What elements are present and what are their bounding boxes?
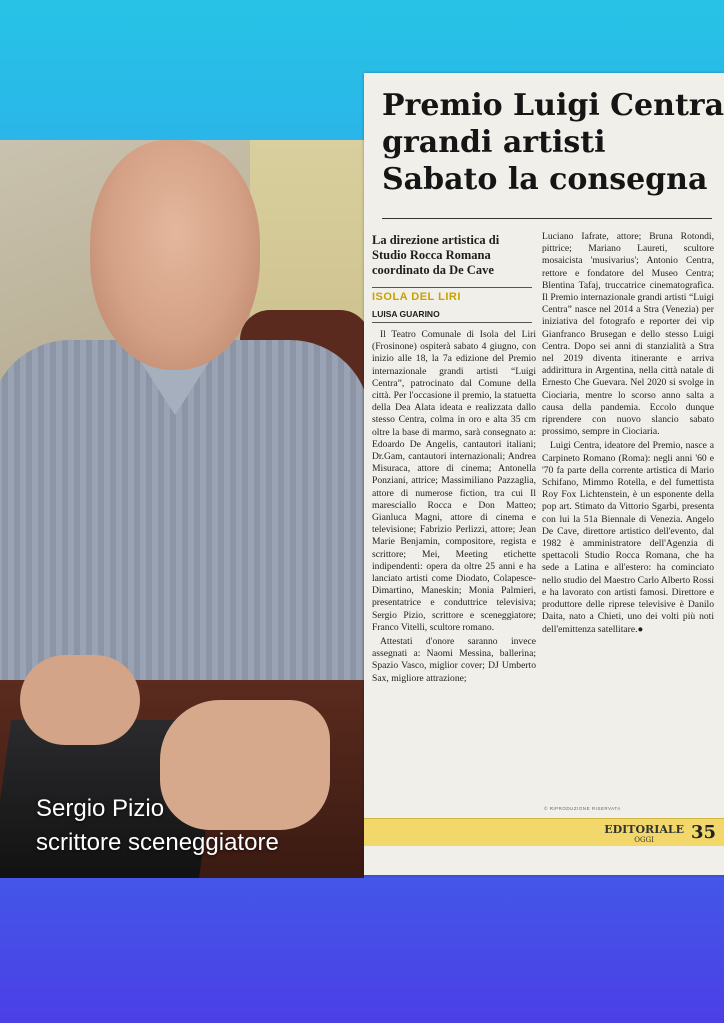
head <box>90 140 260 370</box>
left-hand <box>20 655 140 745</box>
article-headline <box>382 87 724 198</box>
brand-name: EDITORIALE <box>604 823 684 836</box>
brand-sub: OGGI <box>634 836 654 844</box>
article-author: LUISA GUARINO <box>372 309 532 323</box>
section-tag: ISOLA DEL LIRI <box>372 287 532 303</box>
paragraph: Attestati d'onore saranno invece assegnati a: Naomi Messina, ballerina; Spazio Vasco, miglior cover; DJ Umberto Sax, migliore attrazione; <box>372 636 536 684</box>
paragraph: Il Teatro Comunale di Isola del Liri (Frosinone) ospiterà sabato 4 giugno, con inizio alle 18, la 7a edizione del Premio internazionale grandi artisti “Luigi Centra”, patrocinato dal Comune della città. Per l'occasione il premio, la statuetta della Dea Alata ideata e realizzata dallo stesso Centra, colma in oro e alta 35 cm oltre la base di marmo, sarà consegnato a: Edoardo De Angelis, cantautori italiani; Dr.Gam, cantautori internazionali; Andrea Misuraca, attore di cinema; Antonella Ponziani, attrice; Massimiliano Pazzaglia, attore di numerose fiction, tra cui Il maresciallo Rocca e Don Matteo; Gianluca Magni, attore di cinema e televisione; Fabrizio Perlizzi, attore; Jean Marie Benjamin, compositore, regista e scrittore; Mei, Meeting etichette indipendenti: opera da oltre 25 anni e ha lanciato artisti come Diodato, Colapesce-Dimartino, Maneskin; Monia Palmieri, presentatrice e conduttrice televisiva; Sergio Pizio, scrittore e sceneggiatore; Franco Vitelli, scultore romano. <box>372 329 536 633</box>
portrait-photo <box>0 140 364 878</box>
paragraph: Luigi Centra, ideatore del Premio, nasce a Carpineto Romano (Roma): negli anni '60 e '70 fa parte della corrente artistica di Mario Schifano, Mimmo Rotella, e del fumettista Roy Fox Lichtenstein, è un esponente della pop art. Stimato da Vittorio Sgarbi, presenta con lui la 51a Biennale di Venezia. Angelo De Cave, direttore artistico dell'evento, dal 1982 è amministratore dell'Agenzia di spettacoli Studio Rocca Romana, che ha sede a Latina e all'estero: ha cominciato nello studio del Maestro Carlo Alberto Rossi e ha lavorato con artisti famosi. Direttore e produttore delle riprese televisive è Danilo Daita, nato a Chieti, uno dei volti più noti dell'emittenza satellitare.● <box>542 440 714 635</box>
article-column-1 <box>372 329 536 799</box>
caption-name: Sergio Pizio <box>36 795 165 822</box>
headline-line-2: grandi artisti <box>382 125 606 160</box>
reproduction-note: © RIPRODUZIONE RISERVATA <box>544 806 621 811</box>
paragraph: Luciano Iafrate, attore; Bruna Rotondi, pittrice; Mariano Laureti, scultore mosaicista 'musivarius'; Antonio Centra, rettore e fondatore del Museo Centra; Blentina Tafaj, truccatrice cinematografica. Il Premio internazionale grandi artisti “Luigi Centra” nasce nel 2014 a Stra (Venezia) per iniziativa del fotografo e reporter dei vip Gianfranco Brusegan e dello stesso Luigi Centra. Dopo sei anni di stanzialità a Stra nel 2019 diventa itinerante e arriva addirittura in Argentina, nella città natale di Ernesto Che Guevara. Nel 2020 si svolge in Ciociaria, mentre lo scorso anno salta a causa della pandemia. Eccolo dunque riprendere con nuovo slancio sabato prossimo, sempre in Ciociaria. <box>542 231 714 438</box>
article-column-2 <box>542 231 714 799</box>
headline-divider <box>382 218 712 219</box>
page-footer <box>364 818 724 846</box>
article-subhead: La direzione artistica di Studio Rocca Romana coordinato da De Cave <box>372 233 500 277</box>
caption-role: scrittore sceneggiatore <box>36 829 279 856</box>
headline-line-3: Sabato la consegna <box>382 162 708 197</box>
newspaper-clipping <box>364 73 724 875</box>
headline-line-1: Premio Luigi Centra <box>382 88 724 123</box>
page-number: 35 <box>690 822 716 843</box>
photo-caption <box>36 792 279 860</box>
publisher-brand <box>604 825 684 845</box>
